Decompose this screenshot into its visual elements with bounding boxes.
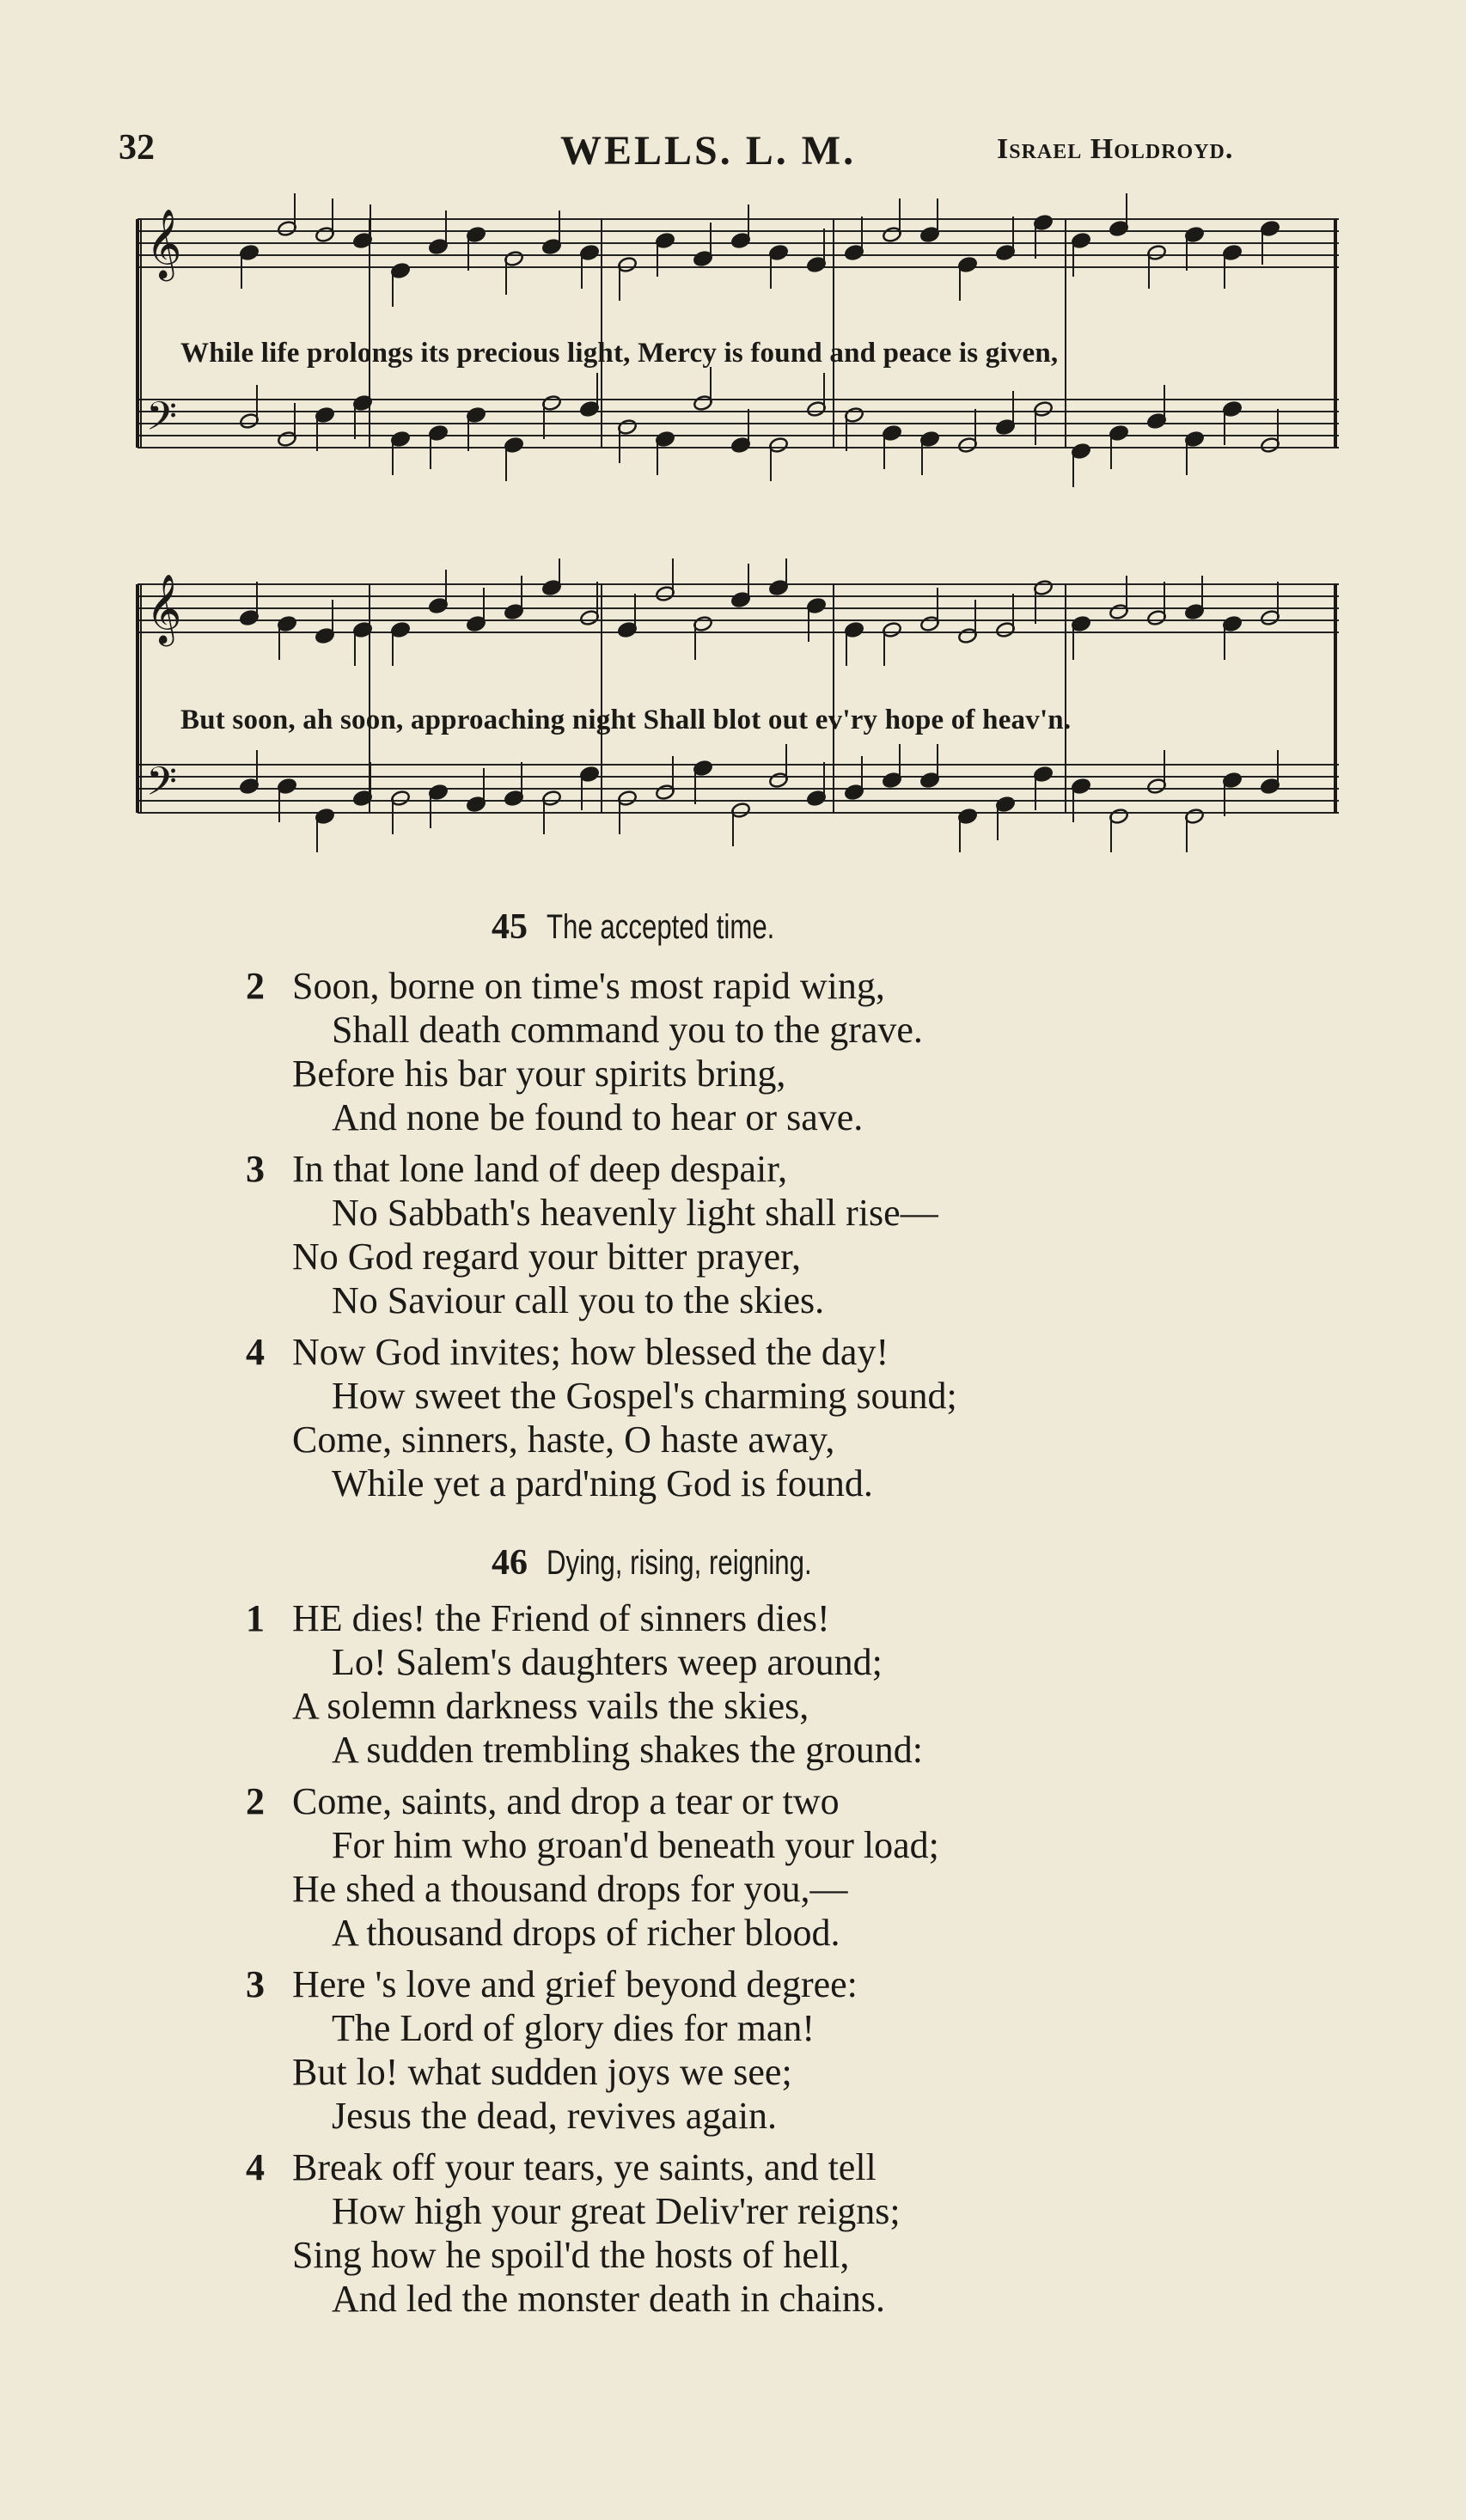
- hymn-heading: [492, 1542, 887, 1583]
- tune-title: WELLS. L. M.: [560, 128, 857, 174]
- verse-line: Sing how he spoil'd the hosts of hell,: [292, 2234, 850, 2276]
- verse-line: The Lord of glory dies for man!: [332, 2007, 815, 2049]
- music-system-2: [120, 558, 1341, 885]
- system-1-lyric: While life prolongs its precious light, Mercy is found and peace is given,: [180, 338, 1059, 369]
- verse-number: 3: [246, 1963, 265, 2005]
- verse-number: 2: [246, 965, 265, 1007]
- verse-line: In that lone land of deep despair,: [292, 1148, 788, 1190]
- verse-line: HE dies! the Friend of sinners dies!: [292, 1597, 830, 1639]
- verse-line: No Sabbath's heavenly light shall rise—: [332, 1192, 938, 1234]
- hymn-number: 46: [492, 1543, 528, 1583]
- hymn-number: 45: [492, 907, 528, 947]
- verse-line: No Saviour call you to the skies.: [332, 1279, 825, 1321]
- verse-line: A thousand drops of richer blood.: [332, 1912, 840, 1954]
- verse-line: While yet a pard'ning God is found.: [332, 1462, 873, 1504]
- treble-clef: 𝄞: [146, 208, 182, 278]
- verse-line: For him who groan'd beneath your load;: [332, 1824, 939, 1866]
- verse-line: Now God invites; how blessed the day!: [292, 1331, 889, 1373]
- verse-line: Jesus the dead, revives again.: [332, 2095, 778, 2137]
- music-system-1: [120, 193, 1341, 520]
- page-number: 32: [119, 128, 155, 168]
- verse-line: Shall death command you to the grave.: [332, 1009, 923, 1051]
- verse-number: 3: [246, 1148, 265, 1190]
- treble-staff: [137, 584, 1339, 632]
- verse-number: 2: [246, 1780, 265, 1822]
- verse-line: Come, sinners, haste, O haste away,: [292, 1419, 835, 1461]
- verse-line: Soon, borne on time's most rapid wing,: [292, 965, 885, 1007]
- verse-line: A sudden trembling shakes the ground:: [332, 1729, 924, 1771]
- verse-line: He shed a thousand drops for you,—: [292, 1868, 848, 1910]
- bass-notes: [239, 744, 1280, 852]
- treble-notes: [239, 558, 1280, 666]
- verse-line: Break off your tears, ye saints, and tell: [292, 2146, 877, 2188]
- verse-line: Before his bar your spirits bring,: [292, 1053, 786, 1095]
- bass-clef: 𝄢: [146, 759, 178, 815]
- hymn-heading: [492, 906, 839, 948]
- verse-line: Here 's love and grief beyond degree:: [292, 1963, 858, 2005]
- hymn-title: The accepted time.: [547, 908, 775, 946]
- hymn-title: Dying, rising, reigning.: [547, 1544, 812, 1582]
- verse-line: How sweet the Gospel's charming sound;: [332, 1375, 957, 1417]
- system-2-lyric: But soon, ah soon, approaching night Shall blot out ev'ry hope of heav'n.: [180, 705, 1072, 735]
- treble-notes: [239, 193, 1280, 307]
- composer-name: Israel Holdroyd.: [997, 133, 1234, 165]
- bass-clef: 𝄢: [146, 394, 178, 449]
- verse-number: 4: [246, 2146, 265, 2188]
- barlines: [137, 584, 1335, 813]
- treble-clef: 𝄞: [146, 573, 182, 644]
- verse-line: How high your great Deliv'rer reigns;: [332, 2190, 901, 2232]
- verse-line: No God regard your bitter prayer,: [292, 1236, 802, 1278]
- verse-line: A solemn darkness vails the skies,: [292, 1685, 809, 1727]
- verse-line: And none be found to hear or save.: [332, 1096, 864, 1138]
- bass-notes: [239, 367, 1280, 487]
- verse-number: 1: [246, 1597, 265, 1639]
- verse-number: 4: [246, 1331, 265, 1373]
- verse-line: Lo! Salem's daughters weep around;: [332, 1641, 883, 1683]
- verse-line: Come, saints, and drop a tear or two: [292, 1780, 840, 1822]
- verse-line: And led the monster death in chains.: [332, 2278, 885, 2320]
- verse-line: But lo! what sudden joys we see;: [292, 2051, 792, 2093]
